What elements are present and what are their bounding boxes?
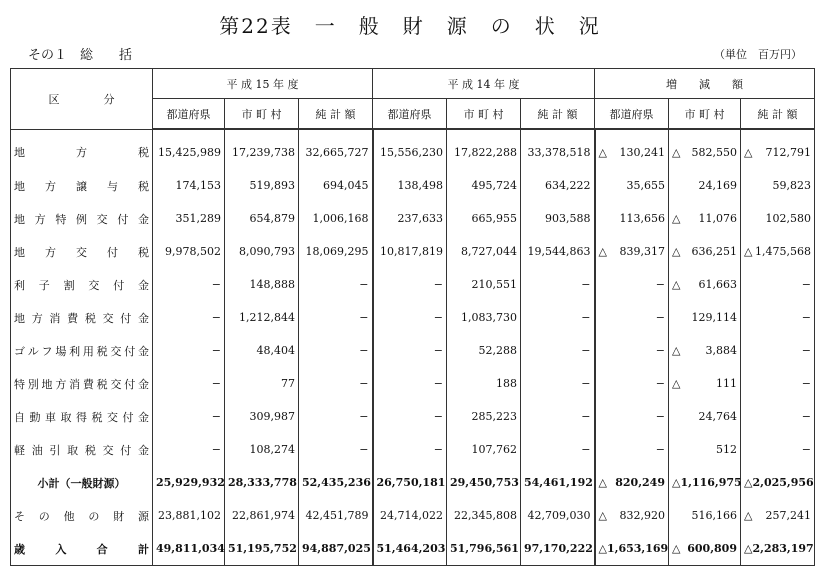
table-cell: 17,822,288: [447, 129, 521, 169]
table-cell: −: [595, 268, 669, 301]
table-cell: 309,987: [225, 400, 299, 433]
table-cell: 24,169: [669, 169, 741, 202]
decrease-marker: △: [672, 245, 681, 258]
table-cell: −: [153, 301, 225, 334]
table-cell: 148,888: [225, 268, 299, 301]
sub-header: 純 計 額: [521, 99, 595, 130]
table-cell: [595, 466, 669, 499]
table-cell: 107,762: [447, 433, 521, 466]
cell-number: 257,241: [765, 509, 811, 522]
table-cell: 210,551: [447, 268, 521, 301]
cell-number: 2,025,956: [752, 476, 814, 489]
decrease-marker: △: [598, 476, 607, 489]
table-cell: [741, 499, 815, 532]
table-cell: −: [373, 367, 447, 400]
table-cell: −: [595, 433, 669, 466]
cell-number: 600,809: [687, 542, 737, 555]
table-row: [11, 400, 815, 433]
table-cell: [741, 235, 815, 268]
cell-number: 820,249: [615, 476, 665, 489]
row-label: 地方譲与税: [11, 169, 153, 202]
sub-header: 都道府県: [373, 99, 447, 130]
table-cell: −: [373, 268, 447, 301]
decrease-marker: △: [598, 542, 607, 555]
cell-number: 130,241: [619, 146, 665, 159]
table-cell: −: [153, 268, 225, 301]
table-cell: 10,817,819: [373, 235, 447, 268]
table-cell: 15,425,989: [153, 129, 225, 169]
table-cell: 42,709,030: [521, 499, 595, 532]
table-cell: 351,289: [153, 202, 225, 235]
table-cell: 1,083,730: [447, 301, 521, 334]
table-cell: 665,955: [447, 202, 521, 235]
table-cell: 138,498: [373, 169, 447, 202]
group-header-change: 増 減 額: [595, 69, 815, 99]
table-cell: −: [299, 433, 373, 466]
sub-header: 都道府県: [153, 99, 225, 130]
table-cell: 516,166: [669, 499, 741, 532]
decrease-marker: △: [598, 146, 607, 159]
table-cell: −: [299, 268, 373, 301]
table-cell: 15,556,230: [373, 129, 447, 169]
cell-number: 1,475,568: [755, 245, 811, 258]
decrease-marker: △: [598, 245, 607, 258]
table-cell: 77: [225, 367, 299, 400]
table-row: [11, 367, 815, 400]
table-cell: −: [595, 367, 669, 400]
table-cell: −: [153, 433, 225, 466]
table-cell: −: [373, 301, 447, 334]
table-cell: −: [521, 334, 595, 367]
table-cell: 634,222: [521, 169, 595, 202]
table-row: [11, 499, 815, 532]
table-cell: 8,090,793: [225, 235, 299, 268]
cell-number: 11,076: [698, 212, 737, 225]
decrease-marker: △: [672, 146, 681, 159]
table-cell: 8,727,044: [447, 235, 521, 268]
table-cell: 52,435,236: [299, 466, 373, 499]
table-cell: 22,861,974: [225, 499, 299, 532]
row-label: 地方税: [11, 129, 153, 169]
table-cell: [669, 532, 741, 566]
general-revenue-table: [10, 68, 815, 566]
table-cell: 237,633: [373, 202, 447, 235]
decrease-marker: △: [598, 509, 607, 522]
decrease-marker: △: [672, 344, 681, 357]
table-cell: [669, 367, 741, 400]
table-cell: 1,006,168: [299, 202, 373, 235]
row-label: 歳入合計: [11, 532, 153, 566]
table-cell: 188: [447, 367, 521, 400]
table-cell: 174,153: [153, 169, 225, 202]
table-cell: −: [373, 400, 447, 433]
page-title: 第22表 一 般 財 源 の 状 況: [219, 14, 601, 38]
cell-number: 832,920: [619, 509, 665, 522]
table-cell: −: [741, 400, 815, 433]
table-cell: 654,879: [225, 202, 299, 235]
table-cell: −: [299, 334, 373, 367]
table-cell: 512: [669, 433, 741, 466]
table-row: [11, 532, 815, 566]
table-cell: 28,333,778: [225, 466, 299, 499]
cell-number: 1,653,169: [606, 542, 669, 555]
table-row: [11, 301, 815, 334]
table-cell: 108,274: [225, 433, 299, 466]
row-label: 地方交付税: [11, 235, 153, 268]
decrease-marker: △: [744, 245, 753, 258]
decrease-marker: △: [744, 509, 753, 522]
table-cell: 903,588: [521, 202, 595, 235]
unit-label: （単位 百万円）: [714, 48, 802, 61]
table-cell: 51,195,752: [225, 532, 299, 566]
decrease-marker: △: [744, 146, 753, 159]
table-cell: −: [595, 334, 669, 367]
table-cell: 33,378,518: [521, 129, 595, 169]
cell-number: 1,116,975: [680, 476, 742, 489]
table-cell: −: [741, 334, 815, 367]
cell-number: 839,317: [619, 245, 665, 258]
category-header: 区 分: [11, 69, 153, 130]
table-cell: 52,288: [447, 334, 521, 367]
table-cell: −: [153, 400, 225, 433]
table-cell: 48,404: [225, 334, 299, 367]
table-cell: −: [299, 367, 373, 400]
sub-header: 純 計 額: [741, 99, 815, 130]
table-cell: 102,580: [741, 202, 815, 235]
table-cell: −: [741, 433, 815, 466]
table-cell: [669, 129, 741, 169]
table-cell: −: [373, 334, 447, 367]
table-cell: [669, 334, 741, 367]
table-cell: −: [299, 400, 373, 433]
table-cell: 1,212,844: [225, 301, 299, 334]
table-cell: 18,069,295: [299, 235, 373, 268]
table-row: [11, 433, 815, 466]
table-cell: 495,724: [447, 169, 521, 202]
cell-number: 712,791: [765, 146, 811, 159]
row-label: 自動車取得税交付金: [11, 400, 153, 433]
table-cell: [669, 202, 741, 235]
row-label: 小計（一般財源）: [11, 466, 153, 499]
table-cell: 97,170,222: [521, 532, 595, 566]
cell-number: 3,884: [705, 344, 737, 357]
row-label: 地方消費税交付金: [11, 301, 153, 334]
table-cell: −: [595, 301, 669, 334]
cell-number: 61,663: [698, 278, 737, 291]
table-cell: −: [521, 400, 595, 433]
sub-header: 都道府県: [595, 99, 669, 130]
row-label: 利子割交付金: [11, 268, 153, 301]
table-cell: [595, 129, 669, 169]
table-cell: −: [373, 433, 447, 466]
table-cell: 694,045: [299, 169, 373, 202]
table-cell: 54,461,192: [521, 466, 595, 499]
table-cell: −: [521, 268, 595, 301]
table-cell: 25,929,932: [153, 466, 225, 499]
row-label: 軽油引取税交付金: [11, 433, 153, 466]
decrease-marker: △: [672, 212, 681, 225]
table-cell: 17,239,738: [225, 129, 299, 169]
sub-header: 市 町 村: [447, 99, 521, 130]
decrease-marker: △: [672, 278, 681, 291]
row-label: ゴルフ場利用税交付金: [11, 334, 153, 367]
table-cell: 59,823: [741, 169, 815, 202]
row-label: 地方特例交付金: [11, 202, 153, 235]
table-cell: −: [741, 301, 815, 334]
table-cell: −: [521, 301, 595, 334]
sub-header: 市 町 村: [225, 99, 299, 130]
table-cell: 51,464,203: [373, 532, 447, 566]
table-cell: 22,345,808: [447, 499, 521, 532]
sub-header: 市 町 村: [669, 99, 741, 130]
table-cell: [595, 499, 669, 532]
row-label: 特別地方消費税交付金: [11, 367, 153, 400]
decrease-marker: △: [672, 542, 681, 555]
table-cell: −: [153, 334, 225, 367]
table-cell: 23,881,102: [153, 499, 225, 532]
table-cell: 9,978,502: [153, 235, 225, 268]
table-cell: 24,764: [669, 400, 741, 433]
table-cell: −: [741, 268, 815, 301]
table-cell: −: [299, 301, 373, 334]
table-row: [11, 129, 815, 169]
table-cell: [669, 466, 741, 499]
table-cell: 42,451,789: [299, 499, 373, 532]
table-cell: 35,655: [595, 169, 669, 202]
table-cell: 32,665,727: [299, 129, 373, 169]
cell-number: 111: [716, 377, 737, 390]
table-cell: [741, 129, 815, 169]
decrease-marker: △: [672, 377, 681, 390]
group-header-h15: 平 成 15 年 度: [153, 69, 373, 99]
table-cell: 49,811,034: [153, 532, 225, 566]
table-cell: −: [521, 433, 595, 466]
group-header-h14: 平 成 14 年 度: [373, 69, 595, 99]
table-cell: 26,750,181: [373, 466, 447, 499]
table-cell: [595, 235, 669, 268]
table-cell: 285,223: [447, 400, 521, 433]
table-row: [11, 169, 815, 202]
table-row: [11, 466, 815, 499]
decrease-marker: △: [672, 476, 681, 489]
table-cell: 24,714,022: [373, 499, 447, 532]
table-cell: [595, 532, 669, 566]
cell-number: 2,283,197: [752, 542, 814, 555]
table-cell: [741, 466, 815, 499]
table-cell: [741, 532, 815, 566]
row-label: その他の財源: [11, 499, 153, 532]
table-cell: 51,796,561: [447, 532, 521, 566]
decrease-marker: △: [744, 476, 753, 489]
table-row: [11, 235, 815, 268]
table-row: [11, 268, 815, 301]
cell-number: 636,251: [691, 245, 737, 258]
table-cell: 113,656: [595, 202, 669, 235]
table-cell: −: [153, 367, 225, 400]
table-cell: [669, 235, 741, 268]
table-cell: −: [521, 367, 595, 400]
table-row: [11, 202, 815, 235]
table-row: [11, 334, 815, 367]
cell-number: 582,550: [691, 146, 737, 159]
table-cell: −: [741, 367, 815, 400]
decrease-marker: △: [744, 542, 753, 555]
sub-header: 純 計 額: [299, 99, 373, 130]
table-cell: 129,114: [669, 301, 741, 334]
table-subtitle: その１ 総 括: [28, 48, 133, 63]
table-cell: [669, 268, 741, 301]
table-cell: 519,893: [225, 169, 299, 202]
table-cell: 19,544,863: [521, 235, 595, 268]
table-cell: −: [595, 400, 669, 433]
table-cell: 94,887,025: [299, 532, 373, 566]
table-cell: 29,450,753: [447, 466, 521, 499]
